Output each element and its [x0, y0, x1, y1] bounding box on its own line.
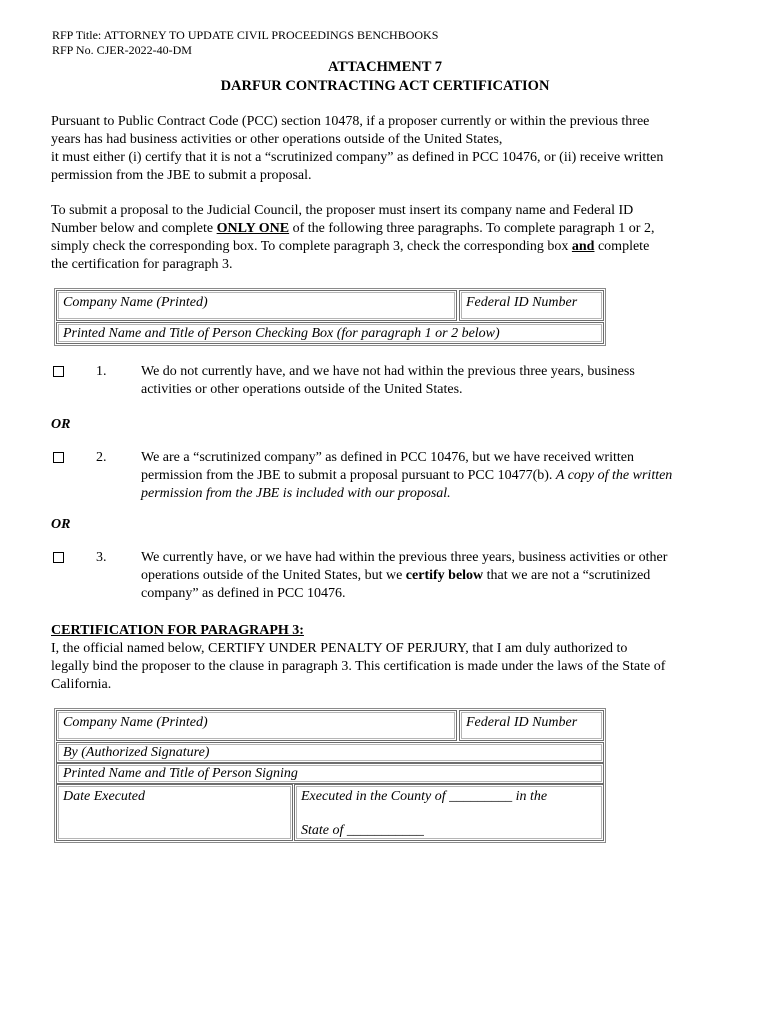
intro-line: permission from the JBE to submit a proposal. [51, 168, 312, 183]
form1-company-name-field[interactable]: Company Name (Printed) [56, 290, 457, 321]
form2-federal-id-field[interactable]: Federal ID Number [459, 710, 604, 741]
option-2-text [141, 449, 721, 503]
intro-line: years has had business activities or other operations outside of the United States, [51, 132, 503, 147]
option-line: company” as defined in PCC 10476. [141, 586, 346, 601]
option-1-text [141, 363, 721, 399]
or-separator: OR [51, 517, 71, 532]
rfp-number: RFP No. CJER-2022-40-DM [52, 43, 192, 57]
or-separator: OR [51, 417, 71, 432]
form2-printed-name-field[interactable]: Printed Name and Title of Person Signing [56, 763, 604, 784]
intro-line: it must either (i) certify that it is not a “scrutinized company” as defined in PCC 10476, or (ii) receive written [51, 150, 664, 165]
certification-section [51, 622, 721, 694]
option-line: permission from the JBE is included with our proposal. [141, 486, 451, 501]
intro-paragraph [51, 113, 721, 185]
text-run: complete [594, 239, 650, 254]
attachment-title: ATTACHMENT 7 [328, 59, 442, 75]
option-line: We currently have, or we have had within the previous three years, business activities or other [141, 550, 668, 565]
text-run: Number below and complete [51, 221, 217, 236]
form2-signature-field[interactable]: By (Authorized Signature) [56, 742, 604, 763]
option-2-checkbox[interactable] [53, 452, 64, 463]
option-1-checkbox[interactable] [53, 366, 64, 377]
certify-below-emphasis: certify below [405, 568, 484, 583]
only-one-emphasis: ONLY ONE [216, 221, 290, 236]
instructions-line: the certification for paragraph 3. [51, 257, 233, 272]
text-run: permission from the JBE to submit a proposal pursuant to PCC 10477(b). [141, 468, 556, 483]
state-text: State of ___________ [301, 823, 424, 838]
option-3-number: 3. [96, 550, 107, 565]
text-run: simply check the corresponding box. To complete paragraph 3, check the corresponding box [51, 239, 572, 254]
form1-printed-name-field[interactable]: Printed Name and Title of Person Checking Box (for paragraph 1 or 2 below) [56, 322, 604, 344]
instructions-line [51, 220, 721, 238]
text-run: operations outside of the United States, but we [141, 568, 406, 583]
instructions-line [51, 238, 721, 256]
certification-heading: CERTIFICATION FOR PARAGRAPH 3: [51, 623, 304, 638]
option-3-text [141, 549, 721, 603]
document-title: DARFUR CONTRACTING ACT CERTIFICATION [220, 78, 550, 94]
intro-line: Pursuant to Public Contract Code (PCC) section 10478, if a proposer currently or within the previous three [51, 114, 650, 129]
instructions-paragraph [51, 202, 721, 274]
text-run: of the following three paragraphs. To complete paragraph 1 or 2, [289, 221, 655, 236]
option-line: We are a “scrutinized company” as defined in PCC 10476, but we have received written [141, 450, 634, 465]
instructions-line: To submit a proposal to the Judicial Council, the proposer must insert its company name and Federal ID [51, 203, 634, 218]
form2-date-executed-field[interactable]: Date Executed [56, 784, 293, 841]
certification-line: California. [51, 677, 112, 692]
and-emphasis: and [571, 239, 595, 254]
option-line: We do not currently have, and we have not had within the previous three years, business [141, 364, 635, 379]
certification-line: legally bind the proposer to the clause in paragraph 3. This certification is made under the laws of the State of [51, 659, 666, 674]
text-run-italic: A copy of the written [555, 468, 673, 483]
form1-federal-id-field[interactable]: Federal ID Number [459, 290, 604, 321]
form2-county-state-field[interactable] [294, 784, 604, 841]
option-2-number: 2. [96, 450, 107, 465]
option-3-checkbox[interactable] [53, 552, 64, 563]
form2-company-name-field[interactable]: Company Name (Printed) [56, 710, 457, 741]
county-text: Executed in the County of _________ in the [301, 789, 548, 804]
certification-line: I, the official named below, CERTIFY UNDER PENALTY OF PERJURY, that I am duly authorized to [51, 641, 628, 656]
text-run: that we are not a “scrutinized [483, 568, 651, 583]
option-1-number: 1. [96, 364, 107, 379]
rfp-title: RFP Title: ATTORNEY TO UPDATE CIVIL PROCEEDINGS BENCHBOOKS [52, 28, 439, 42]
option-line [141, 467, 721, 485]
option-line: activities or other operations outside of the United States. [141, 382, 463, 397]
option-line [141, 567, 721, 585]
